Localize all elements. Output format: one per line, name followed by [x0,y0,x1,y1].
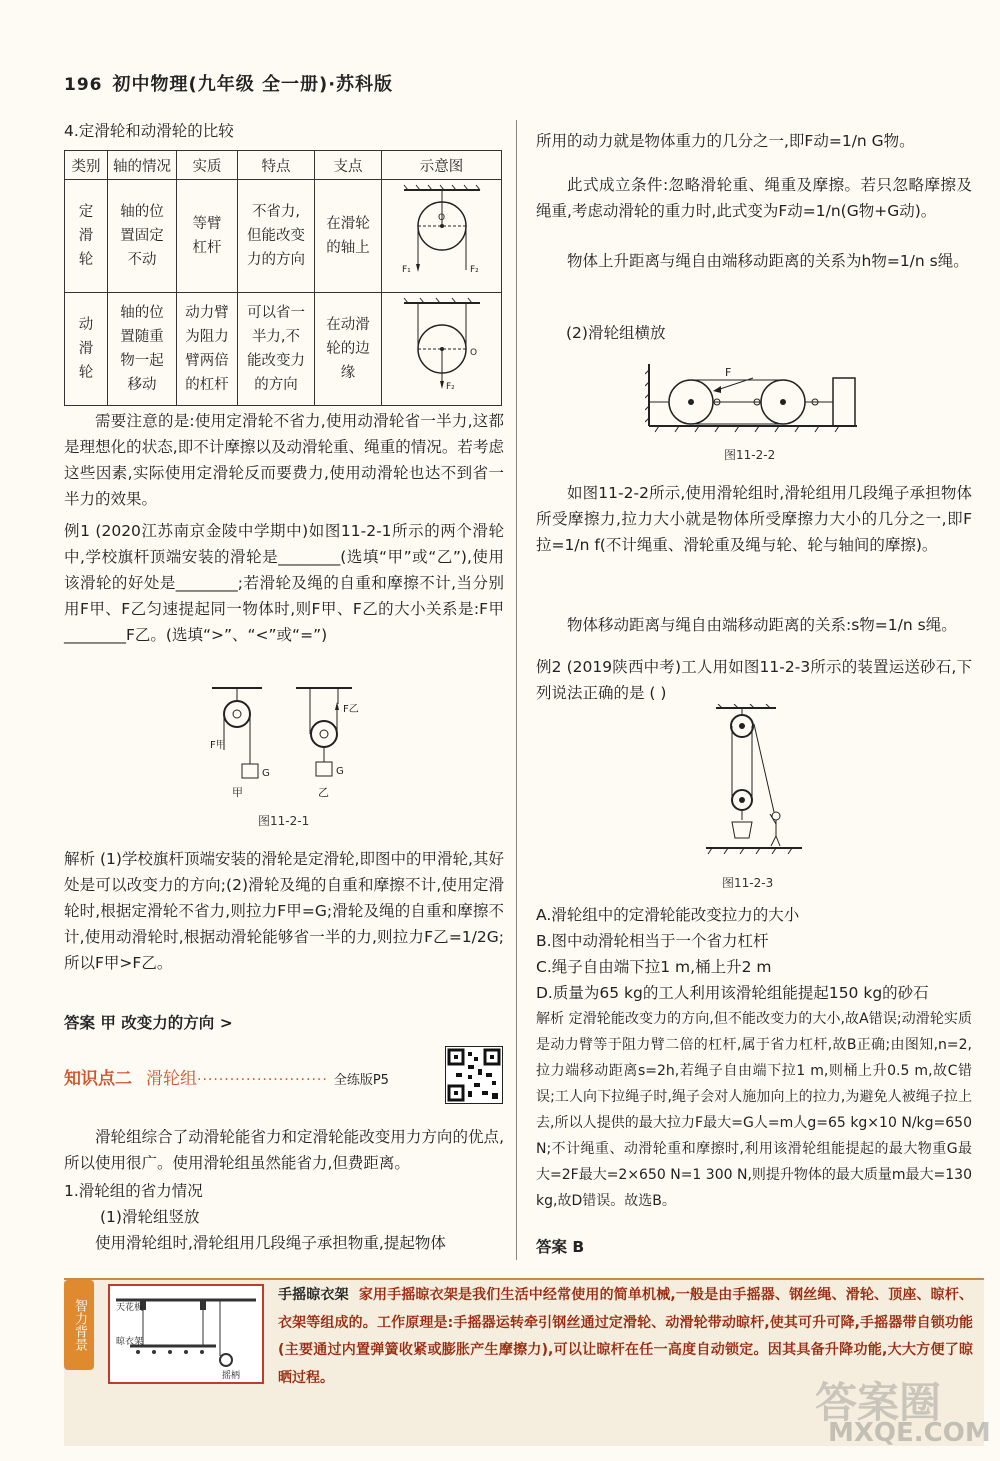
table-header: 实质 [177,151,238,180]
example2-question: 例2 (2019陕西中考)工人用如图11-2-3所示的装置运送砂石,下列说法正确的是 ( ) [536,658,972,702]
svg-text:O: O [437,213,445,223]
section-name: 滑轮组 [146,1069,197,1089]
distance-relation-paragraph: 物体移动距离与绳自由端移动距离的关系:s物=1/n s绳。 [567,616,957,634]
tip-side-label: 智力背景 [64,1280,94,1370]
table-cell: 不省力, 但能改变 力的方向 [238,180,315,293]
illustration-label: 晾衣架 [116,1337,144,1347]
option-a: A.滑轮组中的定滑轮能改变拉力的大小 [536,906,800,924]
illustration-label: 天花板 [116,1303,144,1313]
formula-paragraph-2: 此式成立条件:忽略滑轮重、绳重及摩擦。若只忽略摩擦及绳重,考虑动滑轮的重力时,此式变为F动=1/n(G物+G动)。 [536,176,972,220]
svg-text:F₂: F₂ [469,265,479,275]
horizontal-group-paragraph: 如图11-2-2所示,使用滑轮组时,滑轮组用几段绳子承担物体所受摩擦力,拉力大小就是物体所受摩擦力大小的几分之一,即F拉=1/n f(不计绳重、滑轮重及绳与轮、轮与轴间的摩擦)。 [536,484,972,554]
figure-label: 甲 [232,786,243,799]
watermark-url: MXQE.COM [828,1418,991,1448]
qr-code[interactable] [445,1046,503,1104]
clothes-rack-illustration [108,1284,264,1384]
fixed-pulley-diagram-cell [382,180,502,293]
svg-text:O: O [469,348,477,358]
table-cell: 定 滑 轮 [65,180,108,293]
figure-11-2-3 [698,704,808,858]
tip-body: 家用手摇晾衣架是我们生活中经常使用的简单机械,一般是由手摇器、钢丝绳、滑轮、顶座、晾杆、衣架等组成的。工作原理是:手摇器运转牵引钢丝通过定滑轮、动滑轮带动晾杆,使其可升可降,手摇器带自锁功能(主要通过内置弹簧收紧或膨胀产生摩擦力),可以让晾杆在任一高度自动锁定。因其具备升降功能,大大方便了晾晒过程。 [278,1287,974,1386]
watermark-logo: 答案圈 [815,1378,942,1427]
table-cell: 可以省一 半力,不 能改变力 的方向 [238,293,315,406]
movable-pulley-diagram-cell [382,293,502,406]
example1-question: 例1 (2020江苏南京金陵中学期中)如图11-2-1所示的两个滑轮中,学校旗杆顶端安装的滑轮是________(选填“甲”或“乙”),使用该滑轮的好处是________;若滑轮及绳的自重和摩擦不计,当分别用F甲、F乙匀速提起同一物体时,则F甲、F乙的大小关系是:F甲________F乙。(选填“>”、“<”或“=”) [64,522,504,644]
section-number: 知识点二 [64,1069,132,1089]
figure-label: 乙 [318,786,329,799]
table-header: 特点 [238,151,315,180]
table-header: 支点 [315,151,382,180]
book-title: 初中物理(九年级 全一册)·苏科版 [112,74,394,95]
table-row [65,293,502,406]
figure-caption: 图11-2-1 [258,814,310,828]
pulley-group-paragraph: 滑轮组综合了动滑轮能省力和定滑轮能改变用力方向的优点,所以使用很广。使用滑轮组虽然能省力,但费距离。 [64,1128,504,1172]
table-cell: 动力臂 为阻力 臂两倍 的杠杆 [177,293,238,406]
table-cell: 轴的位 置固定 不动 [108,180,177,293]
table-cell: 轴的位 置随重 物一起 移动 [108,293,177,406]
formula-paragraph-3: 物体上升距离与绳自由端移动距离的关系为h物=1/n s绳。 [567,252,969,270]
formula-paragraph-1: 所用的动力就是物体重力的几分之一,即F动=1/n G物。 [536,132,915,150]
table-cell: 在滑轮 的轴上 [315,180,382,293]
option-d: D.质量为65 kg的工人利用该滑轮组能提起150 kg的砂石 [536,984,929,1002]
svg-text:F₂: F₂ [445,382,455,392]
option-c: C.绳子自由端下拉1 m,桶上升2 m [536,958,772,976]
table-cell: 动 滑 轮 [65,293,108,406]
illustration-label: 摇柄 [222,1371,241,1381]
example2-answer: 答案 B [536,1238,585,1256]
figure-label: G [262,768,270,779]
subsection-1a-text: 使用滑轮组时,滑轮组用几段绳子承担物重,提起物体 [95,1234,446,1252]
section-reference: 全练版P5 [333,1073,389,1088]
example1-answer: 答案 甲 改变力的方向 > [64,1014,233,1032]
figure-caption: 图11-2-2 [724,448,776,462]
figure-caption: 图11-2-3 [722,876,774,890]
table-header: 轴的情况 [108,151,177,180]
figure-label: G [336,766,344,777]
note-paragraph: 需要注意的是:使用定滑轮不省力,使用动滑轮省一半力,这都是理想化的状态,即不计摩擦以及动滑轮重、绳重的情况。若考虑这些因素,实际使用定滑轮反而要费力,使用动滑轮也达不到省一半力的效果。 [64,412,504,508]
table-header: 示意图 [382,151,502,180]
figure-11-2-1 [200,684,370,804]
section-leader-dots: ························ [197,1072,328,1088]
figure-label: F [725,366,732,379]
section4-title: 4.定滑轮和动滑轮的比较 [64,122,234,140]
figure-label: F乙 [343,704,359,715]
fixed-pulley-diagram [394,184,490,280]
table-row [65,180,502,293]
page-header [64,70,393,96]
subsection-1a-title: (1)滑轮组竖放 [100,1208,200,1226]
table-cell: 在动滑 轮的边 缘 [315,293,382,406]
figure-label: F甲 [210,740,226,751]
example1-analysis: 解析 (1)学校旗杆顶端安装的滑轮是定滑轮,即图中的甲滑轮,其好处是可以改变力的方向;(2)滑轮及绳的自重和摩擦不计,使用定滑轮时,根据定滑轮不省力,则拉力F甲=G;滑轮及绳的自重和摩擦不计,使用动滑轮时,根据动滑轮能够省一半的力,则拉力F乙=1/2G;所以F甲>F乙。 [64,850,504,972]
subsection-1-title: 1.滑轮组的省力情况 [64,1182,203,1200]
table-header: 类别 [65,151,108,180]
page-number: 196 [64,75,103,95]
example2-analysis: 解析 定滑轮能改变力的方向,但不能改变力的大小,故A错误;动滑轮实质是动力臂等于阻力臂二倍的杠杆,属于省力杠杆,故B正确;由图知,n=2,拉力端移动距离s=2h,若绳子自由端下拉1 m,则桶上升0.5 m,故C错误;工人向下拉绳子时,绳子会对人施加向上的拉力,为避免人被绳子拉上去,所以人提供的最大拉力F最大=G人=m人g=65 kg×10 N/kg=650 N;不计绳重、动滑轮重和摩擦时,利用该滑轮组能提起的最大物重G最大=2F最大=2×650 N=1 300 N,则提升物体的最大质量m最大=130 kg,故D错误。故选B。 [536,1011,972,1209]
tip-heading: 手摇晾衣架 [278,1287,349,1303]
svg-text:F₁: F₁ [401,265,411,275]
option-b: B.图中动滑轮相当于一个省力杠杆 [536,932,769,950]
movable-pulley-diagram [394,297,490,393]
figure-11-2-2 [645,360,860,436]
subsection-2-title: (2)滑轮组横放 [566,324,666,342]
table-cell: 等臂 杠杆 [177,180,238,293]
pulley-comparison-table [64,150,502,406]
column-divider [516,120,517,1260]
